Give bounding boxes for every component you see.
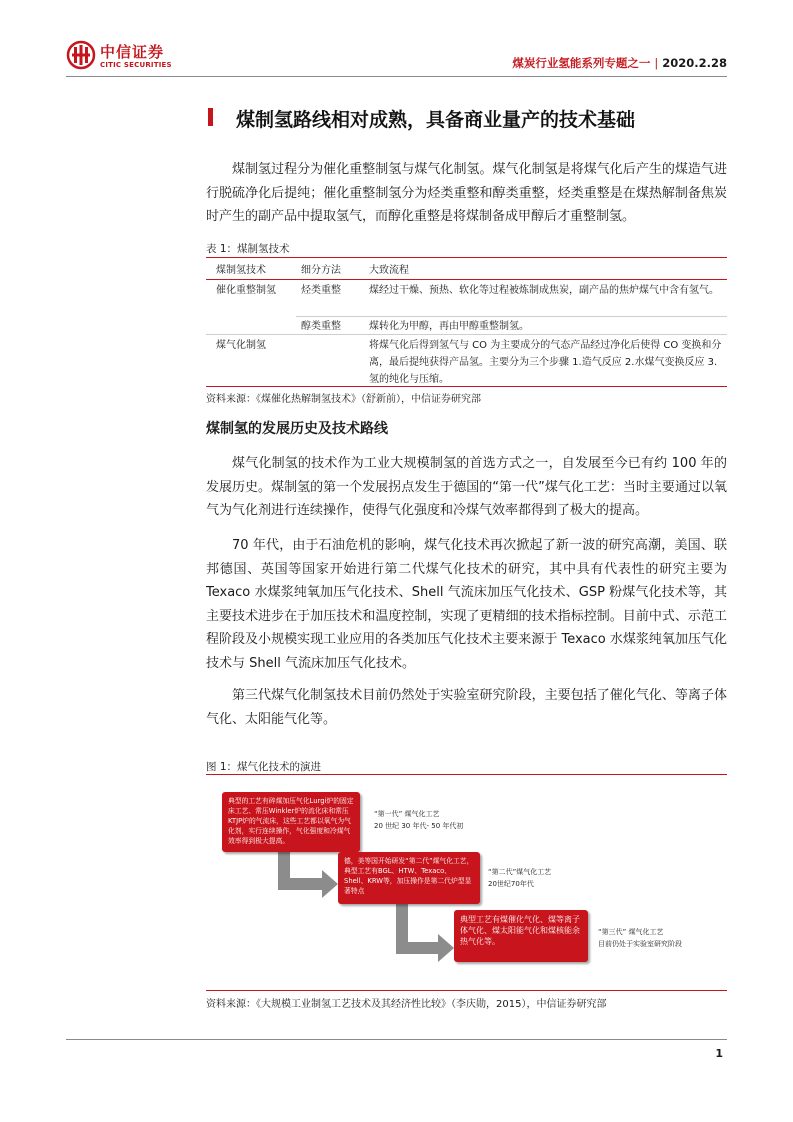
- citic-logo: [66, 40, 176, 72]
- table-cell-tech: 煤气化制氢: [216, 340, 266, 351]
- table-cell-tech: 催化重整制氢: [216, 285, 276, 296]
- table-header-rule: [206, 279, 727, 280]
- table-bottom-rule: [206, 386, 727, 387]
- gen1-period: 20 世纪 30 年代- 50 年代初: [374, 822, 464, 830]
- citic-logo-icon: [66, 40, 96, 70]
- body-paragraph: 煤气化制氢的技术作为工业大规模制氢的首选方式之一，自发展至今已有约 100 年的发展历史。煤制氢的第一个发展拐点发生于德国的“第一代”煤气化工艺：当时主要通过以氧气为气化剂进行连续操作，使得气化强度和冷煤气效率都得到了极大的提高。: [206, 456, 727, 518]
- gen2-period: 20世纪70年代: [488, 880, 534, 888]
- section-title: 煤制氢路线相对成熟，具备商业量产的技术基础: [236, 109, 636, 131]
- footer-divider: [66, 1039, 727, 1040]
- table-row-divider: [206, 334, 727, 335]
- table-header-method: 细分方法: [301, 265, 341, 276]
- figure-bottom-rule: [206, 990, 727, 991]
- table-caption: 表 1：煤制氢技术: [206, 243, 290, 255]
- gen3-description-box: 典型工艺有煤催化气化、煤等离子体气化、煤太阳能气化和煤核能余热气化等。: [454, 910, 588, 962]
- header-divider: [66, 76, 727, 77]
- subsection-title: 煤制氢的发展历史及技术路线: [206, 421, 388, 437]
- table-row-divider: [296, 316, 727, 317]
- report-header: [512, 55, 727, 71]
- report-date: 2020.2.28: [662, 56, 727, 70]
- gen1-description-box: 典型的工艺有碎煤加压气化Lurgi炉的固定床工艺、常压Winkler炉的流化床和常压KTJP炉的气流床，这些工艺都以氧气为气化剂，实行连续操作，气化强度和冷煤气效率得到极大提高。: [222, 792, 360, 852]
- table-cell-process: 煤经过干燥、预热、软化等过程被炼制成焦炭，副产品的焦炉煤气中含有氢气。: [369, 285, 719, 296]
- header-separator: |: [654, 56, 659, 70]
- arrow-gen2-to-gen3: [396, 900, 454, 962]
- figure-top-rule: [206, 774, 727, 775]
- intro-paragraph: 煤制氢过程分为催化重整制氢与煤气化制氢。煤气化制氢是将煤气化后产生的煤造气进行脱硫净化后提纯；催化重整制氢分为烃类重整和醇类重整，烃类重整是在煤热解制备焦炭时产生的副产品中提取氢气，而醇化重整是将煤制备成甲醇后才重整制氢。: [206, 162, 727, 224]
- logo-text-cn: 中信证券: [100, 43, 165, 61]
- gen2-label: [488, 866, 551, 890]
- body-paragraph: 第三代煤气化制氢技术目前仍然处于实验室研究阶段，主要包括了催化气化、等离子体气化、太阳能气化等。: [206, 688, 727, 727]
- table-header-tech: 煤制氢技术: [216, 265, 266, 276]
- gen3-label: [598, 926, 682, 950]
- body-paragraph: 70 年代，由于石油危机的影响，煤气化技术再次掀起了新一波的研究高潮，美国、联邦德国、英国等国家开始进行第二代煤气化技术的研究，其中具有代表性的研究主要为 Texaco 水煤浆纯氧加压气化技术、Shell 气流床加压气化技术、GSP 粉煤气化技术等，其主要技术进步在于加压技术和温度控制，实现了更精细的技术指标控制。目前中式、示范工程阶段及小规模实现工业应用的各类加压气化技术主要来源于 Texaco 水煤浆纯氧加压气化技术与 Shell 气流床加压气化技术。: [206, 538, 727, 671]
- figure-coal-gasification-evolution: [206, 782, 727, 987]
- report-series: 煤炭行业氢能系列专题之一: [512, 56, 651, 70]
- arrow-gen1-to-gen2: [278, 846, 338, 898]
- gen3-name: “第三代” 煤气化工艺: [598, 928, 664, 936]
- gen1-name: “第一代” 煤气化工艺: [374, 810, 440, 818]
- table-cell-process: 将煤气化后得到氢气与 CO 为主要成分的气态产品经过净化后使得 CO 变换和分离，最后提纯获得产品氢。主要分为三个步骤 1.造气反应 2.水煤气变换反应 3.氢的纯化与压缩。: [369, 340, 722, 385]
- figure-source: 资料来源：《大规模工业制氢工艺技术及其经济性比较》（李庆勋，2015），中信证券研究部: [206, 999, 607, 1010]
- gen2-name: “第二代”煤气化工艺: [488, 868, 552, 876]
- section-title-marker: [208, 108, 213, 126]
- table-cell-process: 煤转化为甲醇，再由甲醇重整制氢。: [369, 321, 529, 332]
- gen2-description-box: 德，美等国开始研发“第二代”煤气化工艺，典型工艺有BGL、HTW、Texaco、Shell、KRW等，加压操作是第二代炉型显著特点: [338, 852, 480, 904]
- page-number: 1: [715, 1047, 723, 1060]
- table-source: 资料来源：《煤催化热解制氢技术》（舒新前），中信证券研究部: [206, 394, 481, 405]
- table-cell-method: 烃类重整: [301, 285, 341, 296]
- logo-text-en: CITIC SECURITIES: [100, 61, 172, 69]
- table-header-process: 大致流程: [369, 265, 409, 276]
- gen3-period: 目前仍处于实验室研究阶段: [598, 940, 682, 948]
- table-cell-method: 醇类重整: [301, 321, 341, 332]
- gen1-label: [374, 808, 463, 832]
- table-top-rule: [206, 257, 727, 258]
- figure-caption: 图 1：煤气化技术的演进: [206, 761, 322, 773]
